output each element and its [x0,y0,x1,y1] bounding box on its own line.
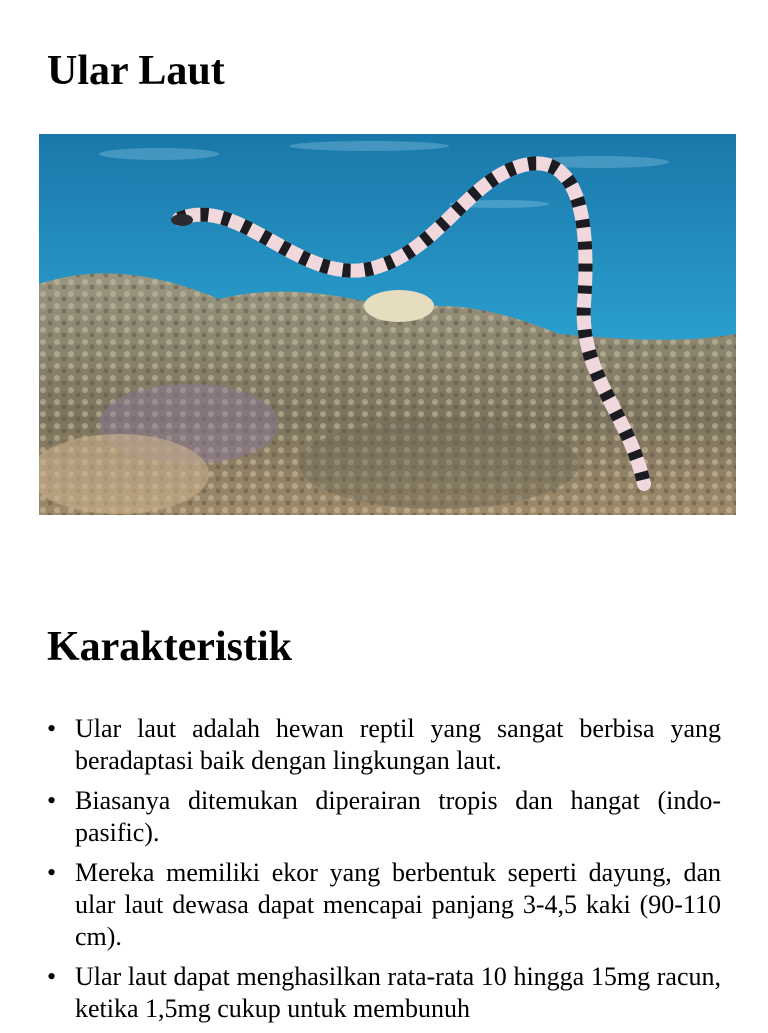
list-item-text: Biasanya ditemukan diperairan tropis dan hangat (indo-pasific). [75,786,721,847]
list-item [47,713,721,777]
sea-snake-photo [39,134,736,515]
bullet-icon: • [47,714,57,743]
bullet-icon: • [47,962,57,991]
list-item-text: Ular laut dapat menghasilkan rata-rata 10 hingga 15mg racun, ketika 1,5mg cukup untuk membunuh [75,962,721,1023]
list-item-text: Ular laut adalah hewan reptil yang sangat berbisa yang beradaptasi baik dengan lingkungan laut. [75,714,721,775]
list-item [47,785,721,849]
page-title: Ular Laut [47,48,225,94]
characteristics-list [47,713,721,1033]
bullet-icon: • [47,858,57,887]
list-item [47,857,721,953]
bullet-icon: • [47,786,57,815]
list-item [47,961,721,1025]
list-item-text: Mereka memiliki ekor yang berbentuk seperti dayung, dan ular laut dewasa dapat mencapai panjang 3-4,5 kaki (90-110 cm). [75,858,721,951]
section-heading: Karakteristik [47,624,292,670]
